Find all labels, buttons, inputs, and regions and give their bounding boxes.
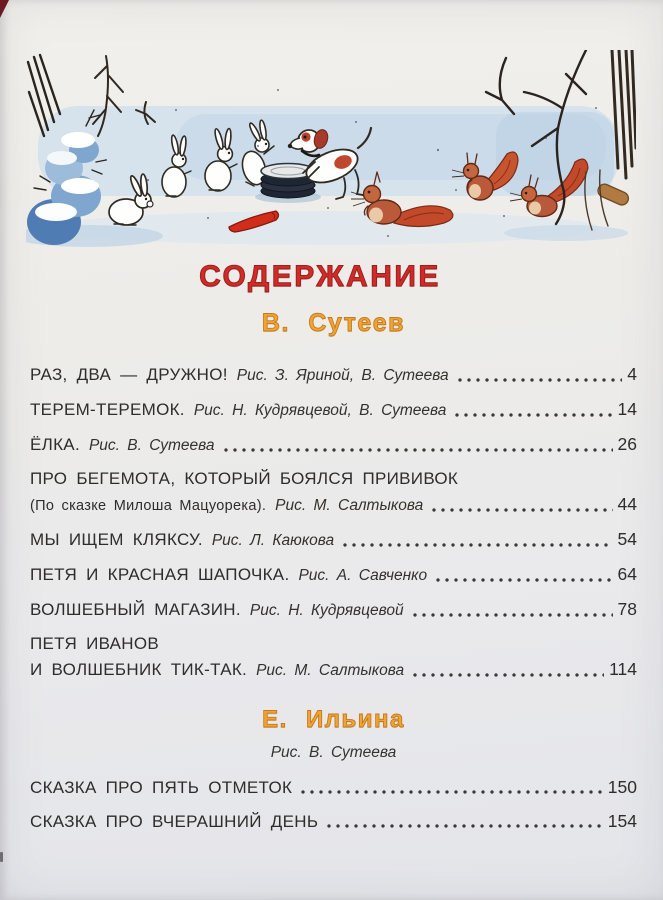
dot-leader bbox=[343, 542, 612, 548]
winter-scene-illustration bbox=[26, 50, 636, 250]
section-author: Е. Ильина bbox=[262, 706, 405, 733]
entry-credit: Рис. Н. Кудрявцевой, В. Сутеева bbox=[193, 402, 447, 419]
entry-page-number: 26 bbox=[617, 434, 637, 454]
page-edge-speck bbox=[0, 852, 3, 862]
sky-wash bbox=[38, 106, 620, 196]
toc-entry bbox=[30, 564, 637, 586]
entry-title: ТЕРЕМ-ТЕРЕМОК. bbox=[30, 400, 185, 419]
entry-title: СКАЗКА ПРО ПЯТЬ ОТМЕТОК bbox=[30, 778, 293, 797]
entry-title: МЫ ИЩЕМ КЛЯКСУ. bbox=[30, 530, 203, 549]
entry-page-number: 150 bbox=[607, 777, 637, 797]
section-credit: Рис. В. Сутеева bbox=[270, 744, 397, 761]
entry-title: ПЕТЯ ИВАНОВ bbox=[30, 634, 160, 653]
toc-entry bbox=[30, 399, 637, 421]
entry-title: ПРО БЕГЕМОТА, КОТОРЫЙ БОЯЛСЯ ПРИВИВОК bbox=[30, 469, 459, 488]
toc-section bbox=[30, 703, 637, 832]
dot-leader bbox=[413, 612, 613, 618]
entry-page-number: 54 bbox=[617, 529, 637, 549]
entry-credit: Рис. Л. Каюкова bbox=[211, 532, 335, 549]
entry-title: И ВОЛШЕБНИК ТИК-ТАК. bbox=[30, 660, 248, 679]
entry-title: СКАЗКА ПРО ВЧЕРАШНИЙ ДЕНЬ bbox=[30, 812, 319, 831]
entry-title: ПЕТЯ И КРАСНАЯ ШАПОЧКА. bbox=[30, 565, 290, 584]
book-cover-corner bbox=[0, 0, 9, 18]
toc-entry bbox=[30, 529, 637, 551]
entry-credit: Рис. М. Салтыкова bbox=[275, 497, 424, 514]
toc-entry bbox=[30, 811, 637, 832]
dot-leader bbox=[455, 412, 612, 418]
entry-page-number: 44 bbox=[617, 494, 637, 514]
dot-leader bbox=[458, 377, 623, 383]
entry-credit: Рис. М. Салтыкова bbox=[256, 662, 405, 679]
dot-leader bbox=[436, 577, 612, 583]
toc-entry bbox=[30, 434, 637, 456]
entry-page-number: 78 bbox=[617, 599, 637, 619]
entry-credit: Рис. З. Яриной, В. Сутеева bbox=[236, 367, 449, 384]
toc-entry bbox=[30, 364, 637, 386]
entry-page-number: 114 bbox=[609, 659, 637, 679]
toc-entry bbox=[30, 469, 637, 489]
dot-leader bbox=[432, 507, 612, 513]
entry-page-number: 64 bbox=[617, 564, 637, 584]
dot-leader bbox=[413, 672, 604, 678]
entry-title: РАЗ, ДВА — ДРУЖНО! bbox=[30, 365, 228, 384]
section-author: В. Сутеев bbox=[261, 309, 406, 337]
toc-entry-list bbox=[30, 777, 637, 832]
dot-leader bbox=[224, 447, 613, 453]
entry-title: ВОЛШЕБНЫЙ МАГАЗИН. bbox=[30, 600, 241, 619]
entry-title: ЁЛКА. bbox=[30, 435, 80, 454]
toc-entry bbox=[30, 777, 637, 798]
toc-sections bbox=[30, 306, 637, 845]
dot-leader bbox=[327, 823, 603, 829]
entry-credit: Рис. А. Савченко bbox=[298, 567, 428, 584]
toc-section bbox=[30, 306, 637, 681]
toc-entry-list bbox=[30, 364, 637, 681]
entry-credit: Рис. В. Сутеева bbox=[88, 437, 215, 454]
toc-entry bbox=[30, 634, 637, 654]
toc-entry bbox=[30, 494, 637, 516]
entry-page-number: 4 bbox=[627, 364, 637, 384]
entry-credit: Рис. Н. Кудрявцевой bbox=[249, 602, 404, 619]
toc-entry bbox=[30, 599, 637, 621]
page-title: СОДЕРЖАНИЕ bbox=[199, 260, 441, 293]
dot-leader bbox=[301, 789, 603, 795]
entry-page-number: 14 bbox=[617, 399, 637, 419]
entry-page-number: 154 bbox=[607, 811, 637, 831]
entry-title: (По сказке Милоша Мацуорека). bbox=[30, 498, 267, 514]
toc-entry bbox=[30, 659, 637, 681]
